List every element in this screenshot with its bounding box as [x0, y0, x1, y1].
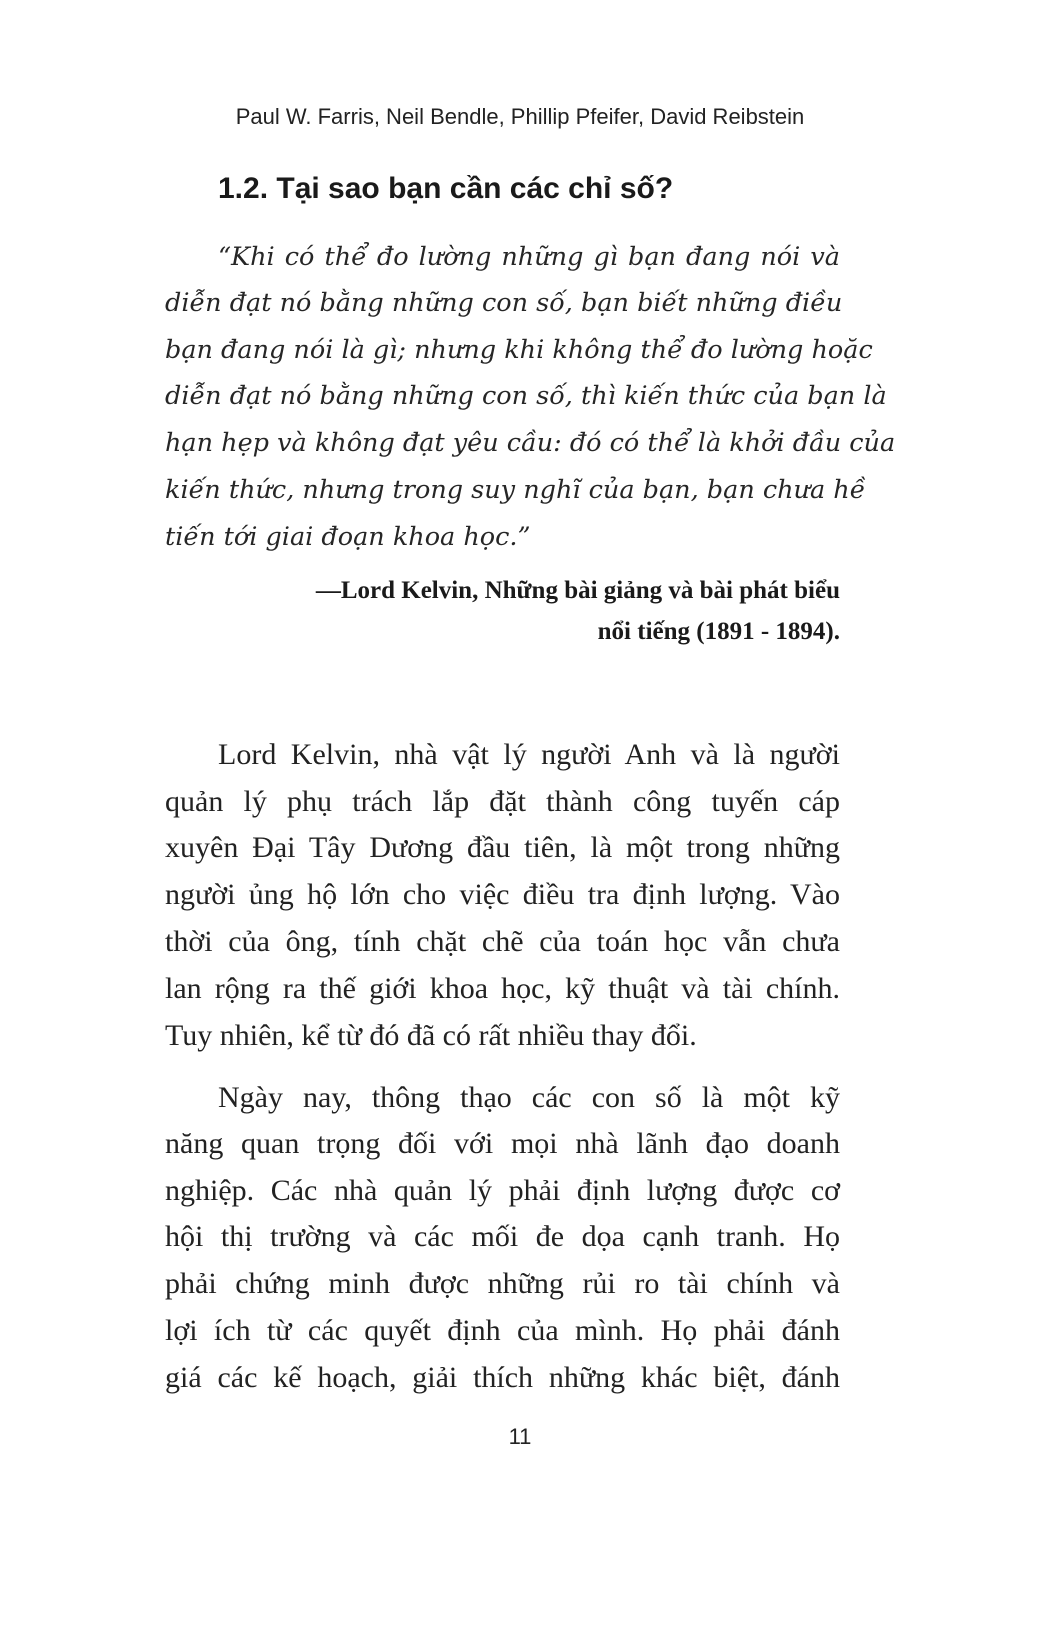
body-line: quản lý phụ trách lắp đặt thành công tuyến cáp — [165, 785, 840, 818]
body-line: thời của ông, tính chặt chẽ của toán học vẫn chưa — [165, 925, 840, 958]
body-line: người ủng hộ lớn cho việc điều tra định lượng. Vào — [165, 878, 840, 911]
body-line: lợi ích từ các quyết định của mình. Họ phải đánh — [165, 1314, 840, 1347]
quote-line: kiến thức, nhưng trong suy nghĩ của bạn, bạn chưa hề — [165, 475, 866, 505]
quote-line: hạn hẹp và không đạt yêu cầu: đó có thể là khởi đầu của — [165, 428, 896, 458]
attribution-line: —Lord Kelvin, Những bài giảng và bài phát biểu — [315, 577, 840, 604]
body-line: hội thị trường và các mối đe dọa cạnh tranh. Họ — [165, 1220, 840, 1253]
body-line: giá các kế hoạch, giải thích những khác biệt, đánh — [165, 1361, 840, 1394]
body-line: lan rộng ra thế giới khoa học, kỹ thuật và tài chính. — [165, 972, 840, 1005]
attribution-line: nổi tiếng (1891 - 1894). — [597, 618, 840, 645]
body-line: năng quan trọng đối với mọi nhà lãnh đạo doanh — [165, 1127, 840, 1160]
body-line: Lord Kelvin, nhà vật lý người Anh và là người — [218, 738, 840, 771]
body-line: Tuy nhiên, kể từ đó đã có rất nhiều thay đổi. — [165, 1019, 697, 1052]
page-number: 11 — [508, 1424, 532, 1449]
body-line: Ngày nay, thông thạo các con số là một kỹ — [218, 1081, 840, 1114]
body-line: nghiệp. Các nhà quản lý phải định lượng được cơ — [165, 1174, 840, 1207]
body-line: phải chứng minh được những rủi ro tài chính và — [165, 1267, 840, 1300]
quote-line: “Khi có thể đo lường những gì bạn đang nói và — [218, 242, 840, 272]
running-header-authors: Paul W. Farris, Neil Bendle, Phillip Pfeifer, David Reibstein — [235, 104, 805, 129]
section-heading: 1.2. Tại sao bạn cần các chỉ số? — [218, 172, 674, 205]
body-line: xuyên Đại Tây Dương đầu tiên, là một trong những — [165, 831, 840, 864]
quote-line: diễn đạt nó bằng những con số, thì kiến thức của bạn là — [165, 381, 887, 411]
quote-line: tiến tới giai đoạn khoa học.” — [165, 522, 531, 552]
quote-line: bạn đang nói là gì; nhưng khi không thể đo lường hoặc — [165, 335, 873, 365]
quote-line: diễn đạt nó bằng những con số, bạn biết những điều — [165, 288, 843, 318]
